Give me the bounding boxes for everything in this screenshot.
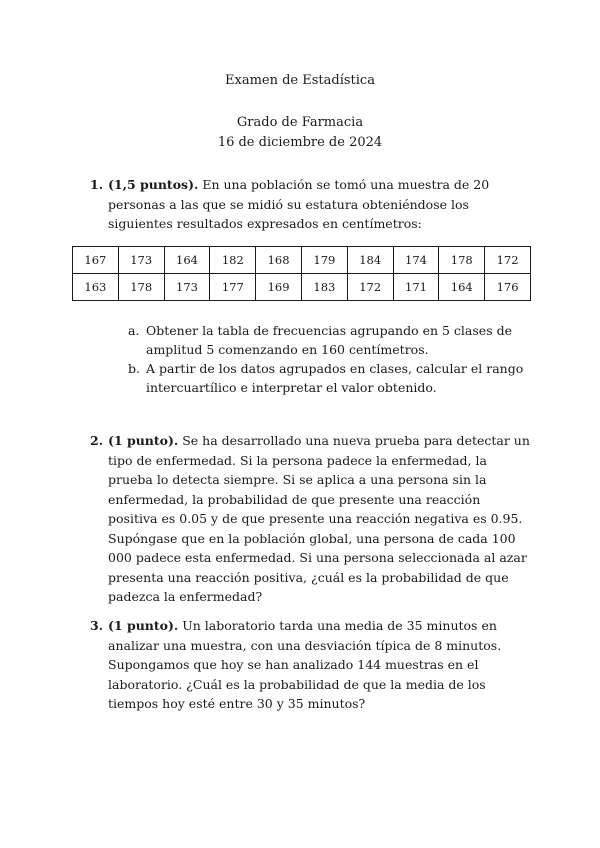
table-cell: 167 bbox=[73, 247, 119, 274]
table-cell: 169 bbox=[256, 274, 302, 301]
table-row bbox=[73, 247, 531, 274]
table-cell: 183 bbox=[301, 274, 347, 301]
table-cell: 182 bbox=[210, 247, 256, 274]
table-cell: 168 bbox=[256, 247, 302, 274]
table-cell: 176 bbox=[485, 274, 531, 301]
item-b-label: b. bbox=[128, 361, 140, 376]
question-1-text: En una población se tomó una muestra de 20 personas a las que se midió su estatura obteniéndose los siguientes resultados expresados en centímetros: bbox=[108, 177, 490, 231]
item-a-text: Obtener la tabla de frecuencias agrupando en 5 clases de amplitud 5 comenzando en 160 centímetros. bbox=[146, 323, 512, 357]
question-1-item-a bbox=[128, 321, 528, 359]
question-3 bbox=[90, 616, 530, 714]
question-1 bbox=[90, 175, 530, 234]
question-2-text: Se ha desarrollado una nueva prueba para detectar un tipo de enfermedad. Si la persona padece la enfermedad, la prueba lo detecta siempre. Si se aplica a una persona sin la enfermedad, la probabilidad de que presente una reacción positiva es 0.05 y de que presente una reacción negativa es 0.95. Supóngase que en la población global, una persona de cada 100 000 padece esta enfermedad. Si una persona seleccionada al azar presenta una reacción positiva, ¿cuál es la probabilidad de que padezca la enfermedad? bbox=[108, 433, 530, 604]
item-b-text: A partir de los datos agrupados en clases, calcular el rango intercuartílico e interpretar el valor obtenido. bbox=[146, 361, 524, 395]
table-cell: 173 bbox=[118, 247, 164, 274]
height-data-table bbox=[72, 246, 531, 301]
table-cell: 164 bbox=[439, 274, 485, 301]
question-2 bbox=[90, 431, 530, 607]
table-cell: 171 bbox=[393, 274, 439, 301]
question-3-number: 3. bbox=[90, 618, 104, 633]
exam-title: Examen de Estadística bbox=[225, 73, 375, 88]
table-cell: 179 bbox=[301, 247, 347, 274]
question-3-points: (1 punto). bbox=[108, 618, 179, 633]
item-a-label: a. bbox=[128, 323, 140, 338]
table-cell: 172 bbox=[485, 247, 531, 274]
question-2-body bbox=[108, 431, 530, 607]
table-cell: 173 bbox=[164, 274, 210, 301]
table-cell: 184 bbox=[347, 247, 393, 274]
table-cell: 172 bbox=[347, 274, 393, 301]
table-row bbox=[73, 274, 531, 301]
table-cell: 178 bbox=[439, 247, 485, 274]
table-cell: 174 bbox=[393, 247, 439, 274]
question-1-number: 1. bbox=[90, 177, 104, 192]
question-1-item-b bbox=[128, 359, 528, 397]
table-cell: 178 bbox=[118, 274, 164, 301]
question-3-text: Un laboratorio tarda una media de 35 minutos en analizar una muestra, con una desviación típica de 8 minutos. Supongamos que hoy se han analizado 144 muestras en el laboratorio. ¿Cuál es la probabilidad de que la media de los tiempos hoy esté entre 30 y 35 minutos? bbox=[108, 618, 502, 711]
table-cell: 177 bbox=[210, 274, 256, 301]
question-2-number: 2. bbox=[90, 433, 104, 448]
exam-date: 16 de diciembre de 2024 bbox=[217, 135, 383, 150]
question-2-points: (1 punto). bbox=[108, 433, 179, 448]
question-1-points: (1,5 puntos). bbox=[108, 177, 199, 192]
question-3-body bbox=[108, 616, 530, 714]
table-cell: 164 bbox=[164, 247, 210, 274]
table-cell: 163 bbox=[73, 274, 119, 301]
exam-degree: Grado de Farmacia bbox=[236, 115, 364, 130]
question-1-body bbox=[108, 175, 530, 234]
